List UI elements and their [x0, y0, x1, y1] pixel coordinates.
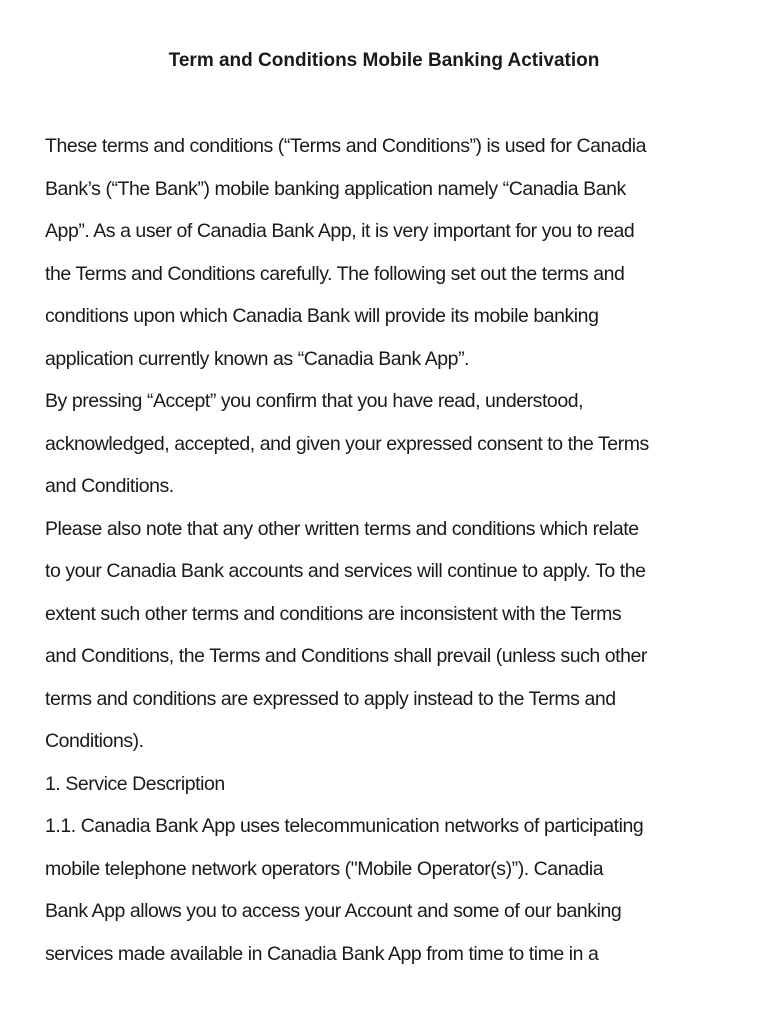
text-line: extent such other terms and conditions are inconsistent with the Terms: [45, 602, 622, 625]
text-line: 1.1. Canadia Bank App uses telecommunication networks of participating: [45, 815, 644, 837]
text-line: conditions upon which Canadia Bank will provide its mobile banking: [45, 305, 599, 327]
text-line: and Conditions.: [45, 475, 174, 497]
text-line: the Terms and Conditions carefully. The following set out the terms and: [45, 262, 625, 285]
text-line: Conditions).: [45, 730, 144, 752]
document-title: Term and Conditions Mobile Banking Activation: [168, 50, 600, 71]
text-line: terms and conditions are expressed to apply instead to the Terms and: [45, 687, 616, 710]
text-line: and Conditions, the Terms and Conditions shall prevail (unless such other: [45, 645, 647, 667]
text-line: to your Canadia Bank accounts and services will continue to apply. To the: [45, 560, 646, 582]
text-line: services made available in Canadia Bank App from time to time in a: [45, 942, 599, 965]
text-line: These terms and conditions (“Terms and Conditions”) is used for Canadia: [45, 135, 647, 157]
text-line: acknowledged, accepted, and given your expressed consent to the Terms: [45, 432, 649, 455]
text-line: application currently known as “Canadia Bank App”.: [45, 347, 470, 370]
text-line: Please also note that any other written terms and conditions which relate: [45, 517, 639, 540]
document-body: [45, 125, 735, 975]
text-line: App”. As a user of Canadia Bank App, it is very important for you to read: [45, 220, 635, 242]
text-line: Bank’s (“The Bank”) mobile banking application namely “Canadia Bank: [45, 177, 626, 200]
section-heading: 1. Service Description: [45, 772, 225, 795]
text-line: Bank App allows you to access your Account and some of our banking: [45, 900, 622, 922]
text-line: mobile telephone network operators ("Mobile Operator(s)”). Canadia: [45, 857, 604, 880]
text-line: By pressing “Accept” you confirm that you have read, understood,: [45, 390, 584, 412]
